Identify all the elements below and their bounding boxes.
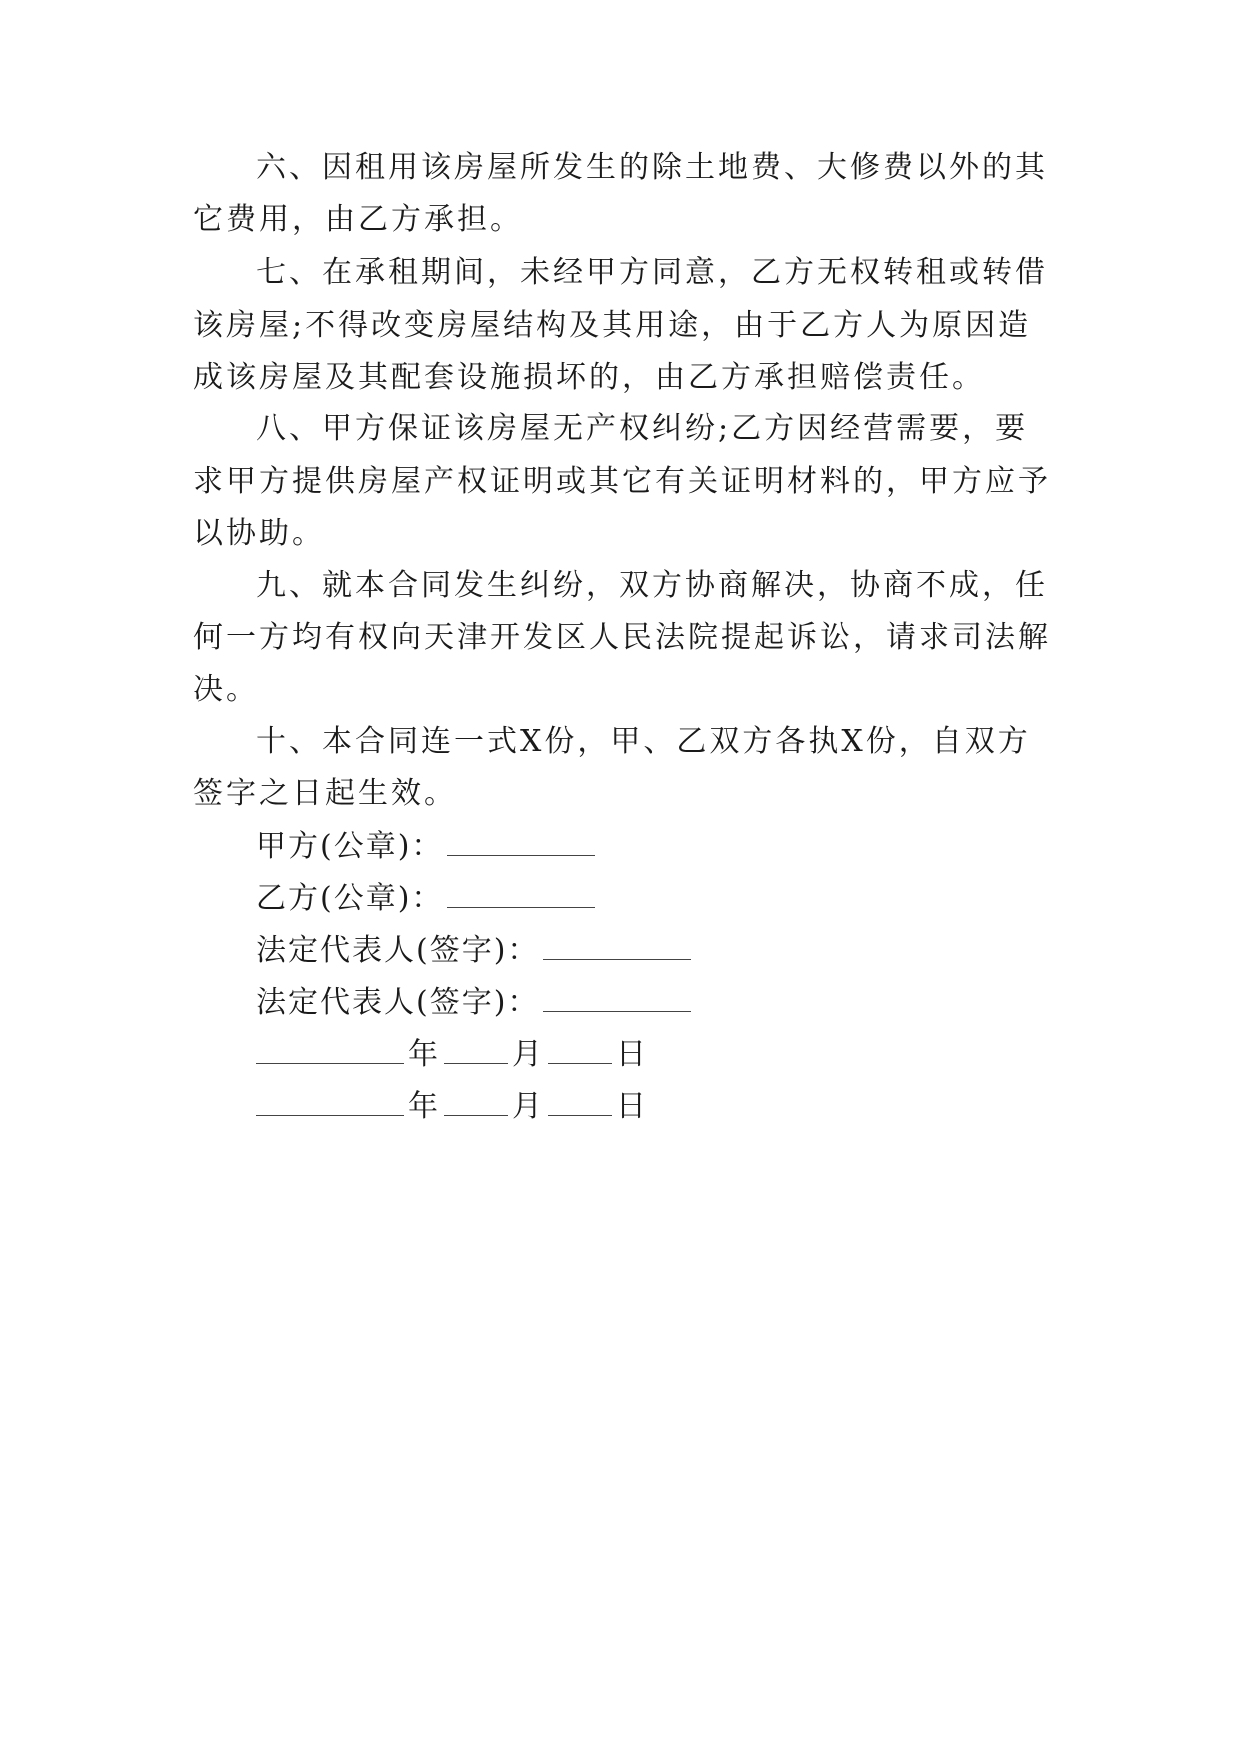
clause-7-line-3: 成该房屋及其配套设施损坏的，由乙方承担赔偿责任。 (193, 360, 985, 395)
date-1-day-blank[interactable] (548, 1037, 612, 1064)
date-1-year-label: 年 (408, 1037, 440, 1072)
clause-9-line-1: 九、就本合同发生纠纷，双方协商解决，协商不成，任 (256, 568, 1048, 603)
party-a-seal-row (256, 827, 599, 867)
clause-7-line-1: 七、在承租期间，未经甲方同意，乙方无权转租或转借 (256, 255, 1048, 290)
date-1-month-label: 月 (512, 1037, 544, 1072)
date-row-2 (256, 1087, 648, 1127)
date-1-month-blank[interactable] (444, 1037, 508, 1064)
clause-10-line-2: 签字之日起生效。 (193, 776, 457, 811)
party-a-seal-label: 甲方(公章)： (256, 829, 444, 864)
party-b-seal-blank[interactable] (447, 881, 595, 908)
clause-9-line-2: 何一方均有权向天津开发区人民法院提起诉讼，请求司法解 (193, 620, 1051, 655)
clause-10-line-1: 十、本合同连一式X份，甲、乙双方各执X份，自双方 (256, 724, 1031, 759)
date-2-day-label: 日 (616, 1089, 648, 1124)
legal-rep-a-row (256, 931, 695, 971)
clause-7-line-2: 该房屋;不得改变房屋结构及其用途，由于乙方人为原因造 (193, 308, 1032, 343)
date-1-day-label: 日 (616, 1037, 648, 1072)
party-b-seal-row (256, 879, 599, 919)
clause-8-line-2: 求甲方提供房屋产权证明或其它有关证明材料的，甲方应予 (193, 464, 1051, 499)
party-b-seal-label: 乙方(公章)： (256, 881, 444, 916)
clause-8-line-3: 以协助。 (193, 516, 325, 551)
clause-6-line-1: 六、因租用该房屋所发生的除土地费、大修费以外的其 (256, 150, 1048, 185)
date-row-1 (256, 1035, 648, 1075)
date-2-month-label: 月 (512, 1089, 544, 1124)
legal-rep-b-row (256, 983, 695, 1023)
clause-6-line-2: 它费用，由乙方承担。 (193, 202, 523, 237)
party-a-seal-blank[interactable] (447, 829, 595, 856)
legal-rep-b-label: 法定代表人(签字)： (256, 985, 540, 1020)
clause-9-line-3: 决。 (193, 672, 259, 707)
date-1-year-blank[interactable] (256, 1037, 404, 1064)
legal-rep-a-blank[interactable] (543, 933, 691, 960)
date-2-month-blank[interactable] (444, 1089, 508, 1116)
date-2-year-blank[interactable] (256, 1089, 404, 1116)
legal-rep-a-label: 法定代表人(签字)： (256, 933, 540, 968)
legal-rep-b-blank[interactable] (543, 985, 691, 1012)
clause-8-line-1: 八、甲方保证该房屋无产权纠纷;乙方因经营需要，要 (256, 411, 1029, 446)
date-2-day-blank[interactable] (548, 1089, 612, 1116)
date-2-year-label: 年 (408, 1089, 440, 1124)
